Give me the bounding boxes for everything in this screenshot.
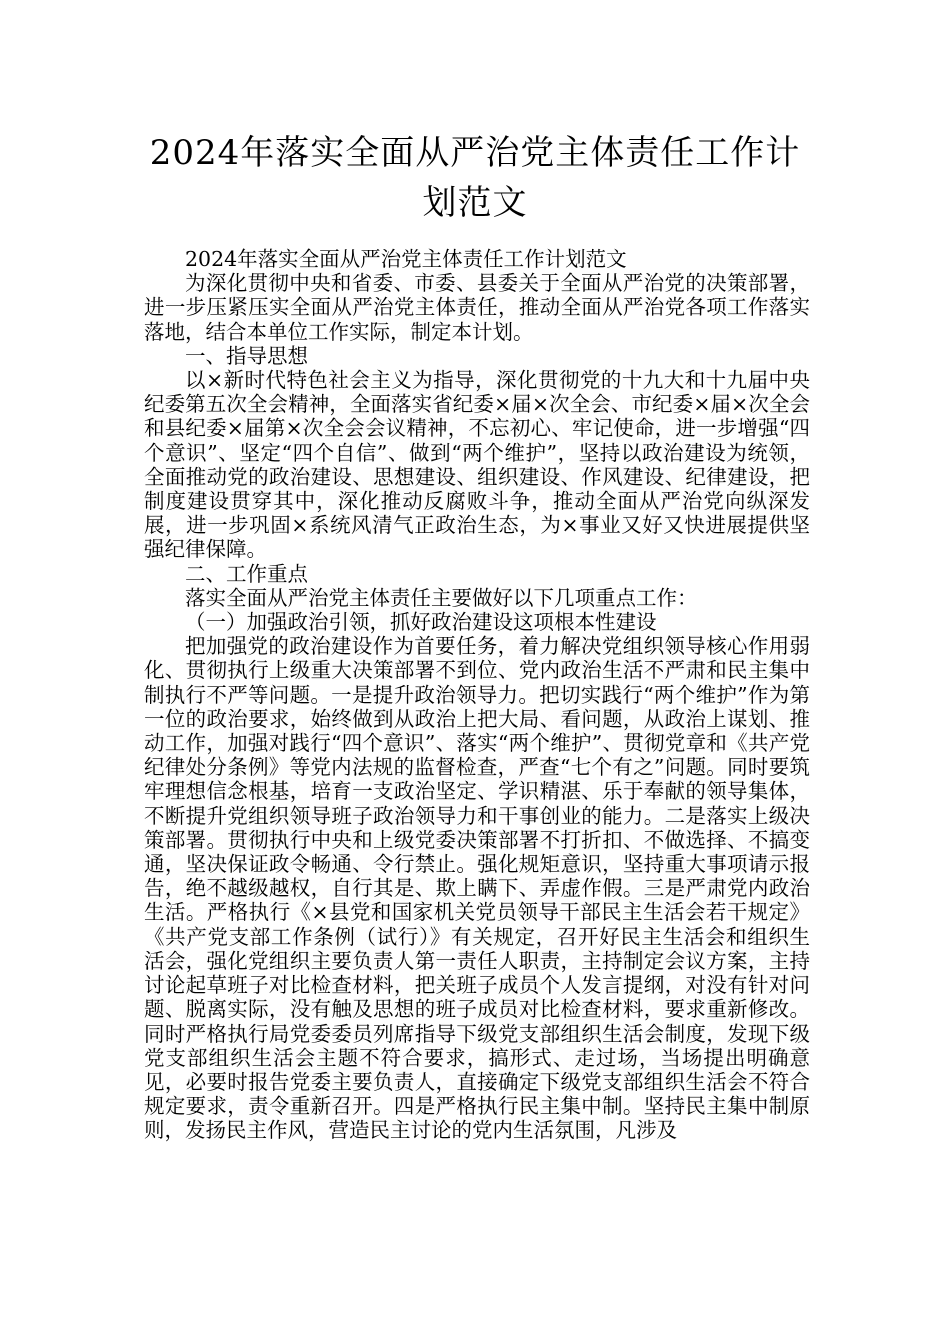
work-focus-intro-paragraph: 落实全面从严治党主体责任主要做好以下几项重点工作： (185, 585, 698, 610)
section-heading-work-focus: 二、工作重点 (185, 561, 308, 586)
document-title: 2024年落实全面从严治党主体责任工作计划范文 (149, 133, 801, 223)
subsection-heading-political-guidance: （一）加强政治引领，抓好政治建设这项根本性建设 (185, 610, 657, 635)
guiding-ideology-paragraph: 以×新时代特色社会主义为指导，深化贯彻党的十九大和十九届中央纪委第五次全会精神，全面落实省纪委×届×次全会、市纪委×届×次全会和县纪委×届第×次全会会议精神，不忘初心、牢记使命，进一步增强“四个意识”、坚定“四个自信”、做到“两个维护”，坚持以政治建设为统领，全面推动党的政治建设、思想建设、组织建设、作风建设、纪律建设，把制度建设贯穿其中，深化推动反腐败斗争，推动全面从严治党向纵深发展，进一步巩固×系统风清气正政治生态，为×事业又好又快进展提供坚强纪律保障。 (144, 368, 810, 562)
document-body (144, 247, 810, 1143)
political-guidance-paragraph: 把加强党的政治建设作为首要任务，着力解决党组织领导核心作用弱化、贯彻执行上级重大决策部署不到位、党内政治生活不严肃和民主集中制执行不严等问题。一是提升政治领导力。把切实践行“两个维护”作为第一位的政治要求，始终做到从政治上把大局、看问题，从政治上谋划、推动工作，加强对践行“四个意识”、落实“两个维护”、贯彻党章和《共产党纪律处分条例》等党内法规的监督检查，严查“七个有之”问题。同时要筑牢理想信念根基，培育一支政治坚定、学识精湛、乐于奉献的领导集体，不断提升党组织领导班子政治领导力和干事创业的能力。二是落实上级决策部署。贯彻执行中央和上级党委决策部署不打折扣、不做选择、不搞变通，坚决保证政令畅通、令行禁止。强化规矩意识，坚持重大事项请示报告，绝不越级越权，自行其是、欺上瞒下、弄虚作假。三是严肃党内政治生活。严格执行《×县党和国家机关党员领导干部民主生活会若干规定》《共产党支部工作条例（试行）》有关规定，召开好民主生活会和组织生活会，强化党组织主要负责人第一责任人职责，主持制定会议方案，主持讨论起草班子对比检查材料，把关班子成员个人发言提纲，对没有针对问题、脱离实际，没有触及思想的班子成员对比检查材料，要求重新修改。同时严格执行局党委委员列席指导下级党支部组织生活会制度，发现下级党支部组织生活会主题不符合要求，搞形式、走过场，当场提出明确意见，必要时报告党委主要负责人，直接确定下级党支部组织生活会不符合规定要求，责令重新召开。四是严格执行民主集中制。坚持民主集中制原则，发扬民主作风，营造民主讨论的党内生活氛围，凡涉及 (144, 634, 810, 1143)
intro-paragraph: 为深化贯彻中央和省委、市委、县委关于全面从严治党的决策部署，进一步压紧压实全面从严治党主体责任，推动全面从严治党各项工作落实落地，结合本单位工作实际，制定本计划。 (144, 271, 810, 344)
section-heading-guiding-ideology: 一、指导思想 (185, 343, 308, 368)
subtitle-paragraph: 2024年落实全面从严治党主体责任工作计划范文 (185, 247, 627, 271)
